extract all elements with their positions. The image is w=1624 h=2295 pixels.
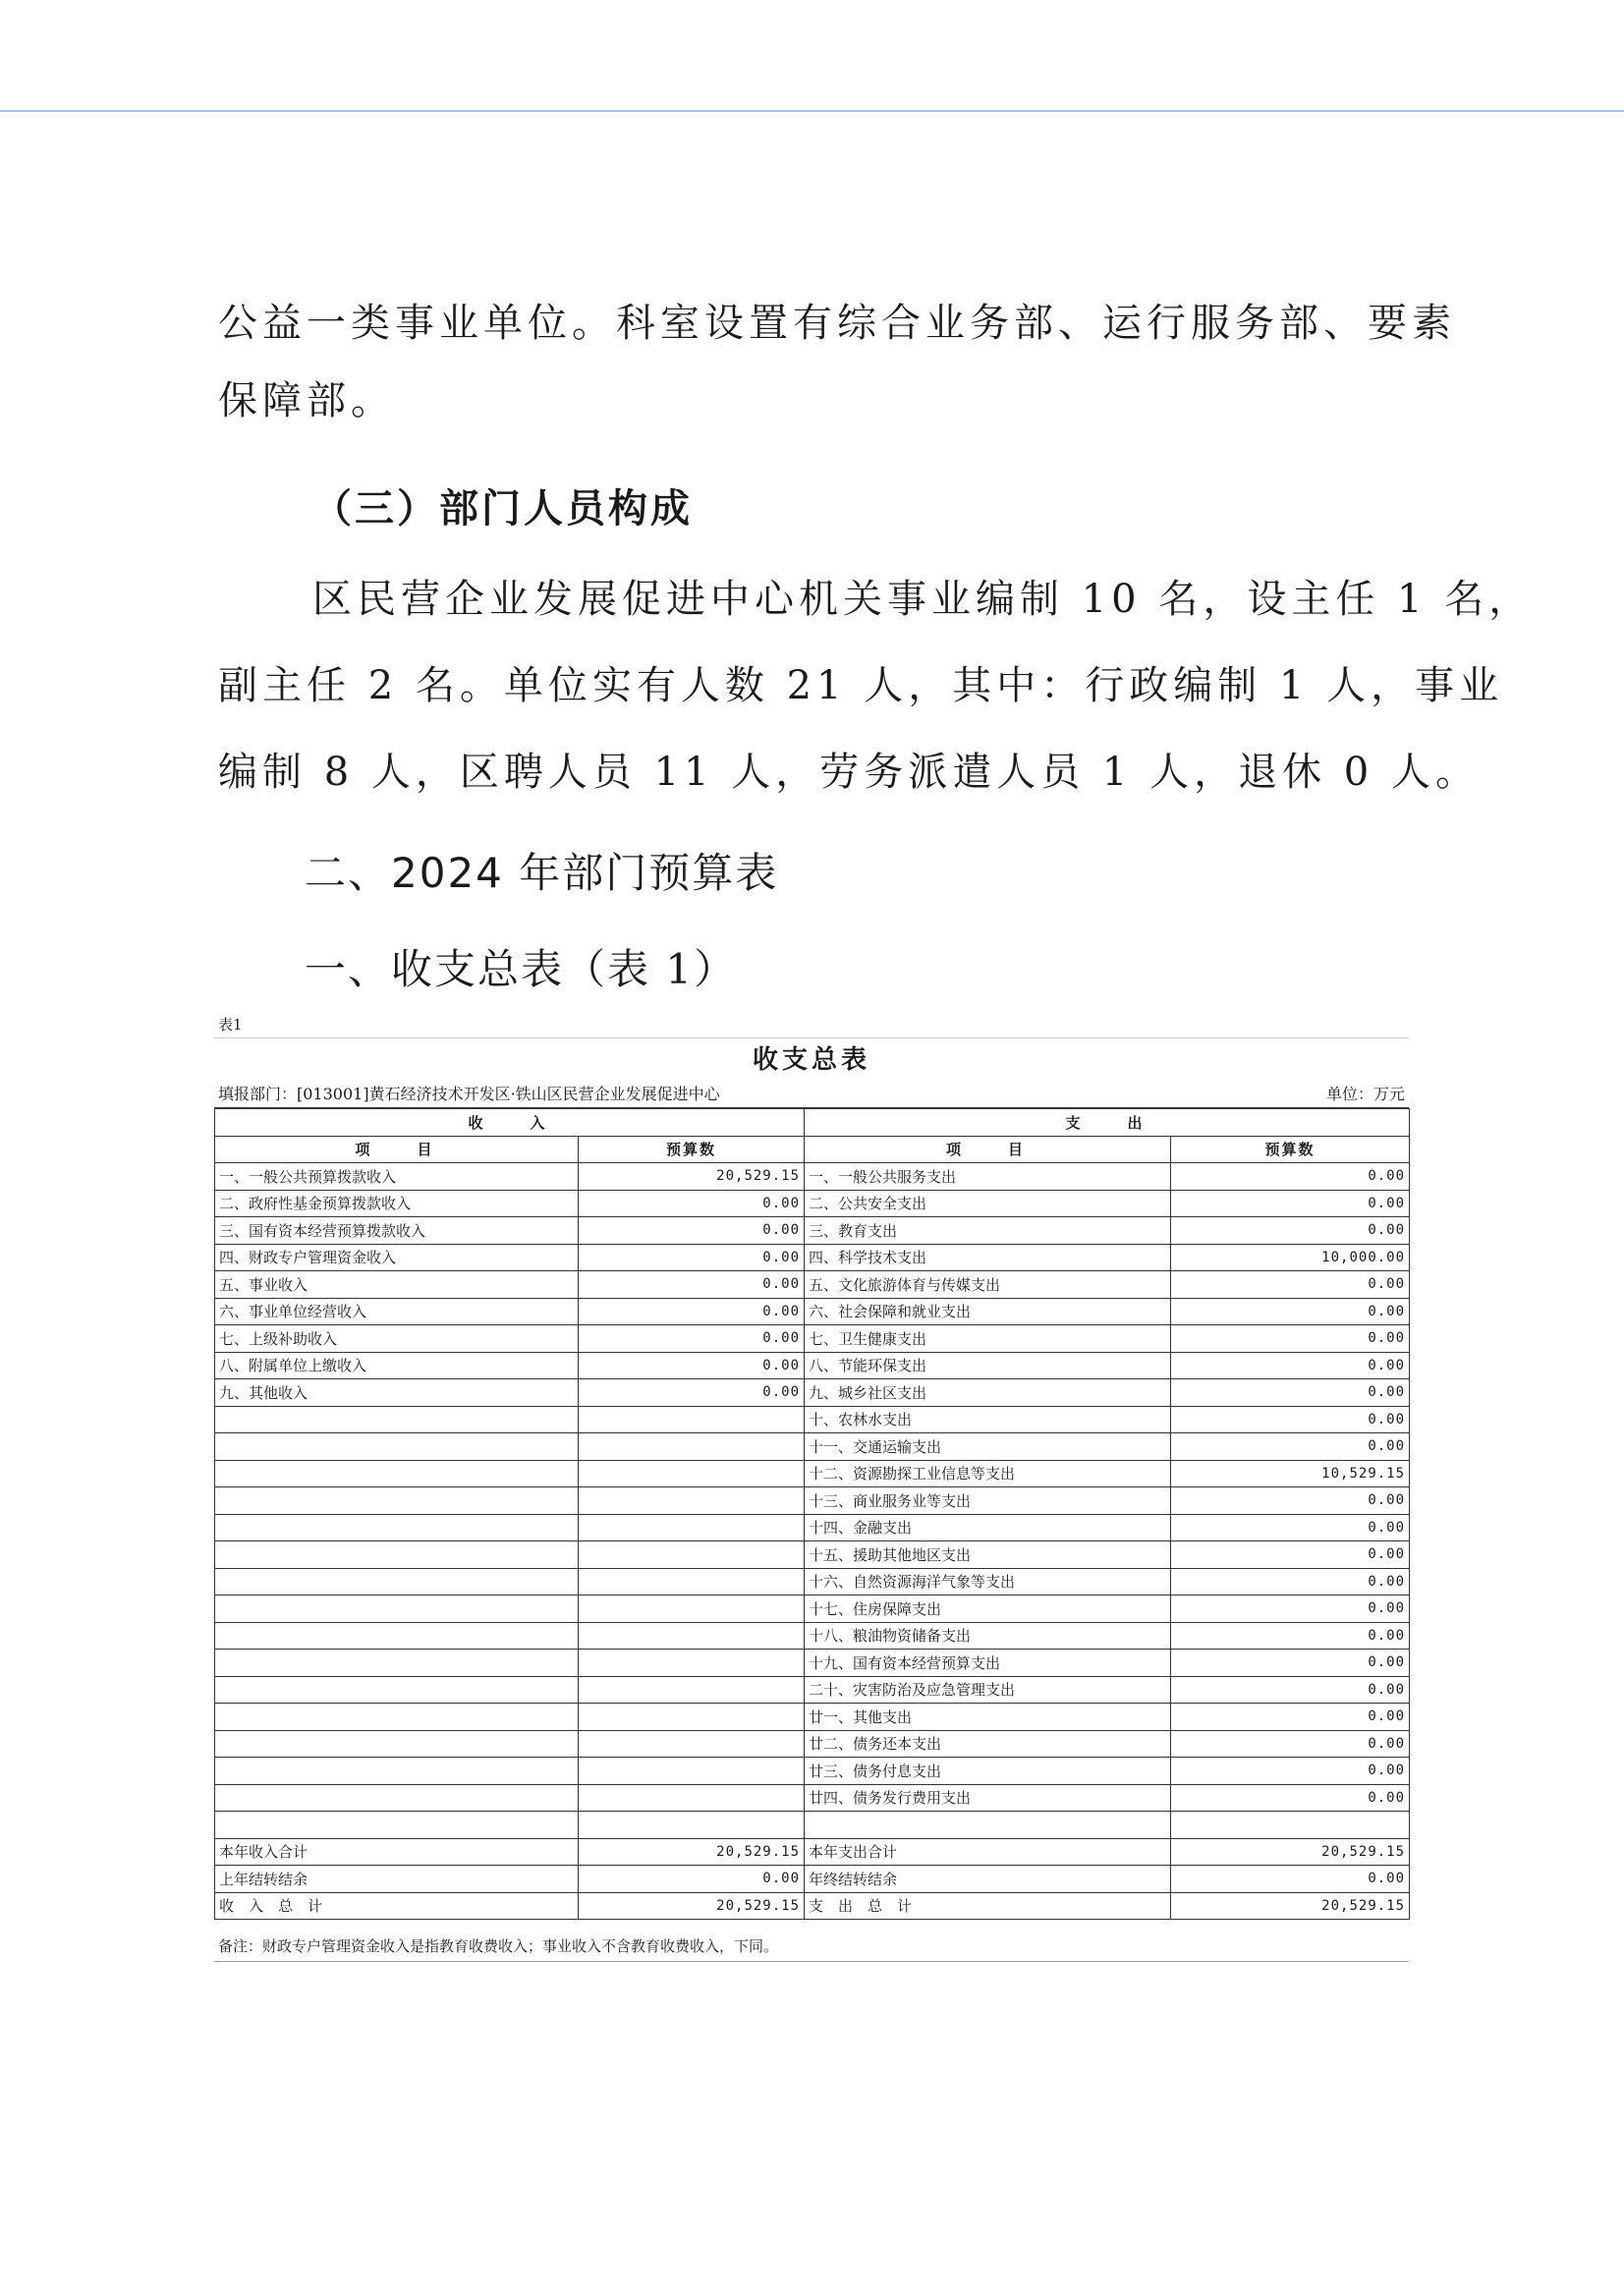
income-budget-cell: 20,529.15 [579,1838,805,1866]
expense-item-cell: 廿二、债务还本支出 [805,1730,1171,1758]
income-budget-cell [579,1730,805,1758]
expense-item-header: 项 目 [805,1136,1171,1163]
expense-item-cell: 支 出 总 计 [805,1892,1171,1920]
expense-budget-cell: 0.00 [1171,1866,1410,1893]
income-budget-cell [579,1812,805,1839]
income-budget-cell: 0.00 [579,1190,805,1217]
income-budget-cell [579,1676,805,1704]
expense-item-cell: 三、教育支出 [805,1217,1171,1245]
table-row [215,1460,1410,1487]
table-column-header [215,1136,1410,1163]
paragraph-line: 区民营企业发展促进中心机关事业编制 10 名，设主任 1 名， [312,577,1534,622]
income-budget-cell: 20,529.15 [579,1892,805,1920]
income-item-cell [215,1541,579,1569]
expense-budget-cell: 0.00 [1171,1704,1410,1731]
income-item-cell [215,1487,579,1515]
expense-budget-cell: 0.00 [1171,1352,1410,1379]
table-row [215,1190,1410,1217]
income-budget-cell [579,1784,805,1812]
sub-heading-table1: 一、收支总表（表 1） [305,945,738,993]
table-row [215,1352,1410,1379]
expense-budget-cell: 0.00 [1171,1325,1410,1353]
expense-budget-cell: 20,529.15 [1171,1892,1410,1920]
expense-budget-cell: 0.00 [1171,1163,1410,1191]
expense-item-cell: 廿三、债务付息支出 [805,1758,1171,1785]
income-item-cell [215,1460,579,1487]
expense-budget-cell: 0.00 [1171,1217,1410,1245]
income-item-cell: 二、政府性基金预算拨款收入 [215,1190,579,1217]
income-item-cell: 六、事业单位经营收入 [215,1298,579,1325]
expense-budget-cell: 10,529.15 [1171,1460,1410,1487]
table-info-row [214,1082,1409,1108]
income-budget-cell [579,1595,805,1623]
expense-item-cell: 十三、商业服务业等支出 [805,1487,1171,1515]
expense-item-cell: 本年支出合计 [805,1838,1171,1866]
income-budget-cell [579,1406,805,1433]
income-budget-cell [579,1622,805,1650]
income-item-cell: 一、一般公共预算拨款收入 [215,1163,579,1191]
expense-item-cell: 十八、粮油物资储备支出 [805,1622,1171,1650]
table-row [215,1622,1410,1650]
expense-budget-cell: 0.00 [1171,1784,1410,1812]
income-budget-cell: 0.00 [579,1271,805,1299]
income-item-cell: 八、附属单位上缴收入 [215,1352,579,1379]
income-item-cell [215,1568,579,1595]
paragraph-line: 保障部。 [218,378,395,423]
income-item-cell: 三、国有资本经营预算拨款收入 [215,1217,579,1245]
table-row [215,1541,1410,1569]
expense-item-cell: 廿四、债务发行费用支出 [805,1784,1171,1812]
income-item-cell: 本年收入合计 [215,1838,579,1866]
income-item-cell [215,1730,579,1758]
income-item-cell: 四、财政专户管理资金收入 [215,1244,579,1271]
expense-budget-cell: 0.00 [1171,1568,1410,1595]
expense-item-cell: 十六、自然资源海洋气象等支出 [805,1568,1171,1595]
expense-budget-cell: 0.00 [1171,1271,1410,1299]
page-top-rule [0,110,1624,112]
paragraph-line: 副主任 2 名。单位实有人数 21 人，其中：行政编制 1 人，事业 [218,663,1504,708]
income-item-cell: 七、上级补助收入 [215,1325,579,1353]
income-budget-cell [579,1541,805,1569]
expense-item-cell: 十一、交通运输支出 [805,1433,1171,1461]
expense-budget-cell: 0.00 [1171,1650,1410,1677]
table-row [215,1758,1410,1785]
income-item-cell [215,1812,579,1839]
table-group-header [215,1109,1410,1137]
table-row [215,1298,1410,1325]
expense-item-cell: 二十、灾害防治及应急管理支出 [805,1676,1171,1704]
income-item-cell [215,1433,579,1461]
expense-item-cell: 四、科学技术支出 [805,1244,1171,1271]
main-heading-budget-tables: 二、2024 年部门预算表 [305,849,779,897]
income-item-cell [215,1595,579,1623]
expense-budget-cell: 0.00 [1171,1758,1410,1785]
expense-budget-cell: 0.00 [1171,1730,1410,1758]
income-budget-cell [579,1487,805,1515]
expense-budget-cell: 0.00 [1171,1406,1410,1433]
reporting-department: 填报部门：[013001]黄石经济技术开发区·铁山区民营企业发展促进中心 [218,1085,720,1103]
income-item-cell [215,1650,579,1677]
income-item-cell: 九、其他收入 [215,1379,579,1407]
income-item-cell [215,1406,579,1433]
expense-item-cell [805,1812,1171,1839]
income-budget-cell: 0.00 [579,1325,805,1353]
table-row [215,1487,1410,1515]
income-budget-cell: 0.00 [579,1217,805,1245]
income-budget-cell [579,1433,805,1461]
expense-item-cell: 七、卫生健康支出 [805,1325,1171,1353]
expense-budget-cell: 0.00 [1171,1622,1410,1650]
expense-budget-cell: 10,000.00 [1171,1244,1410,1271]
table-row [215,1406,1410,1433]
table-row [215,1892,1410,1920]
expense-item-cell: 十五、援助其他地区支出 [805,1541,1171,1569]
income-item-cell [215,1758,579,1785]
expense-budget-cell: 0.00 [1171,1514,1410,1541]
income-budget-cell [579,1568,805,1595]
table-row [215,1271,1410,1299]
expense-item-cell: 十四、金融支出 [805,1514,1171,1541]
table-row [215,1163,1410,1191]
income-budget-cell [579,1704,805,1731]
table-row [215,1730,1410,1758]
income-item-cell: 五、事业收入 [215,1271,579,1299]
income-budget-cell: 20,529.15 [579,1163,805,1191]
table-label: 表1 [214,1012,1409,1038]
income-item-cell [215,1676,579,1704]
paragraph-line: 编制 8 人，区聘人员 11 人，劳务派遣人员 1 人，退休 0 人。 [218,750,1480,795]
income-budget-cell: 0.00 [579,1352,805,1379]
income-item-cell [215,1784,579,1812]
table-row [215,1595,1410,1623]
table-row [215,1676,1410,1704]
expense-budget-cell [1171,1812,1410,1839]
income-item-cell [215,1514,579,1541]
expense-header: 支 出 [805,1109,1410,1137]
expense-item-cell: 十七、住房保障支出 [805,1595,1171,1623]
expense-item-cell: 十二、资源勘探工业信息等支出 [805,1460,1171,1487]
expense-budget-cell: 0.00 [1171,1190,1410,1217]
income-budget-header: 预算数 [579,1136,805,1163]
expense-budget-cell: 0.00 [1171,1433,1410,1461]
table-row [215,1568,1410,1595]
table-row [215,1784,1410,1812]
expense-item-cell: 十、农林水支出 [805,1406,1171,1433]
expense-item-cell: 九、城乡社区支出 [805,1379,1171,1407]
expense-item-cell: 二、公共安全支出 [805,1190,1171,1217]
table-row [215,1217,1410,1245]
table-row [215,1704,1410,1731]
table-title: 收支总表 [752,1045,870,1075]
expense-budget-cell: 0.00 [1171,1487,1410,1515]
income-header: 收 入 [215,1109,805,1137]
income-budget-cell: 0.00 [579,1866,805,1893]
expense-budget-header: 预算数 [1171,1136,1410,1163]
expense-item-cell: 一、一般公共服务支出 [805,1163,1171,1191]
income-budget-cell [579,1650,805,1677]
table-row [215,1838,1410,1866]
income-budget-cell [579,1514,805,1541]
section-heading-staffing: （三）部门人员构成 [312,485,693,532]
table-row [215,1866,1410,1893]
table-row [215,1514,1410,1541]
expense-budget-cell: 20,529.15 [1171,1838,1410,1866]
table-row [215,1650,1410,1677]
expense-item-cell: 廿一、其他支出 [805,1704,1171,1731]
expense-item-cell: 五、文化旅游体育与传媒支出 [805,1271,1171,1299]
budget-summary-table-block [214,1012,1409,1962]
income-budget-cell: 0.00 [579,1379,805,1407]
expense-budget-cell: 0.00 [1171,1541,1410,1569]
table-row [215,1244,1410,1271]
expense-item-cell: 年终结转结余 [805,1866,1171,1893]
income-item-cell: 收 入 总 计 [215,1892,579,1920]
income-item-cell [215,1622,579,1650]
table-row [215,1433,1410,1461]
income-budget-cell: 0.00 [579,1244,805,1271]
income-item-header: 项 目 [215,1136,579,1163]
income-budget-cell: 0.00 [579,1298,805,1325]
expense-budget-cell: 0.00 [1171,1298,1410,1325]
expense-item-cell: 十九、国有资本经营预算支出 [805,1650,1171,1677]
income-budget-cell [579,1758,805,1785]
table-row [215,1325,1410,1353]
expense-budget-cell: 0.00 [1171,1595,1410,1623]
income-budget-cell [579,1460,805,1487]
budget-table [214,1108,1410,1920]
table-row [215,1379,1410,1407]
income-item-cell [215,1704,579,1731]
expense-budget-cell: 0.00 [1171,1676,1410,1704]
expense-item-cell: 六、社会保障和就业支出 [805,1298,1171,1325]
budget-table-body [215,1163,1410,1920]
unit-label: 单位：万元 [1325,1085,1405,1103]
table-row [215,1812,1410,1839]
income-item-cell: 上年结转结余 [215,1866,579,1893]
expense-budget-cell: 0.00 [1171,1379,1410,1407]
table-note: 备注：财政专户管理资金收入是指教育收费收入；事业收入不含教育收费收入，下同。 [214,1931,1409,1962]
paragraph-line: 公益一类事业单位。科室设置有综合业务部、运行服务部、要素 [218,301,1456,346]
expense-item-cell: 八、节能环保支出 [805,1352,1171,1379]
